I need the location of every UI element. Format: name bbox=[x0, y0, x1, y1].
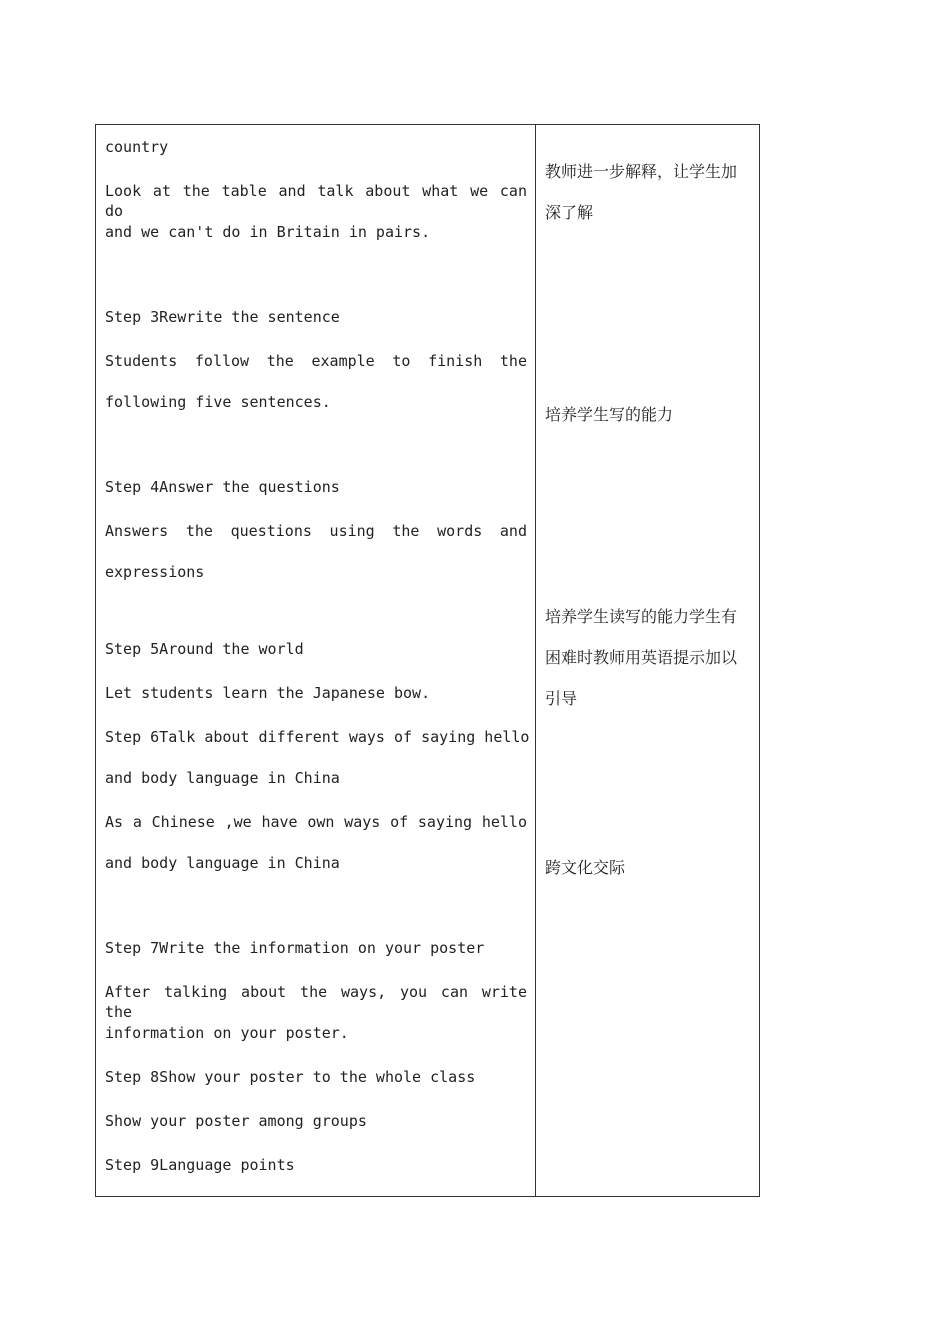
step-text-line: and body language in China bbox=[105, 854, 340, 872]
intent-note-line: 困难时教师用英语提示加以 bbox=[545, 648, 738, 667]
step-heading: Step 8Show your poster to the whole class bbox=[105, 1068, 476, 1086]
intent-note-line: 深了解 bbox=[545, 203, 594, 222]
step-text-line: Answers the questions using the words and bbox=[105, 522, 527, 540]
step-text-line: Look at the table and talk about what we can do bbox=[105, 182, 527, 220]
step-text-line: expressions bbox=[105, 563, 205, 581]
step-text-line: Let students learn the Japanese bow. bbox=[105, 684, 431, 702]
step-heading: Step 4Answer the questions bbox=[105, 478, 340, 496]
lesson-plan-table bbox=[95, 124, 760, 1197]
step-text-line: country bbox=[105, 138, 169, 156]
column-divider bbox=[535, 125, 536, 1196]
intent-note-line: 教师进一步解释，让学生加 bbox=[545, 162, 738, 181]
step-heading: Step 6Talk about different ways of saying hello bbox=[105, 728, 530, 746]
step-text-line: information on your poster. bbox=[105, 1024, 349, 1042]
step-heading: Step 9Language points bbox=[105, 1156, 295, 1174]
step-text-line: and body language in China bbox=[105, 769, 340, 787]
step-text-line: Students follow the example to finish the bbox=[105, 352, 527, 370]
intent-note-line: 引导 bbox=[545, 689, 578, 708]
step-text-line: and we can't do in Britain in pairs. bbox=[105, 223, 431, 241]
step-heading: Step 7Write the information on your poster bbox=[105, 939, 485, 957]
intent-note-line: 培养学生读写的能力学生有 bbox=[545, 607, 738, 626]
intent-note-line: 培养学生写的能力 bbox=[545, 405, 674, 424]
step-text-line: following five sentences. bbox=[105, 393, 331, 411]
step-text-line: As a Chinese ,we have own ways of saying hello bbox=[105, 813, 527, 831]
step-text-line: After talking about the ways, you can write the bbox=[105, 983, 527, 1021]
step-heading: Step 5Around the world bbox=[105, 640, 304, 658]
step-text-line: Show your poster among groups bbox=[105, 1112, 367, 1130]
intent-note-line: 跨文化交际 bbox=[545, 858, 626, 877]
step-heading: Step 3Rewrite the sentence bbox=[105, 308, 340, 326]
